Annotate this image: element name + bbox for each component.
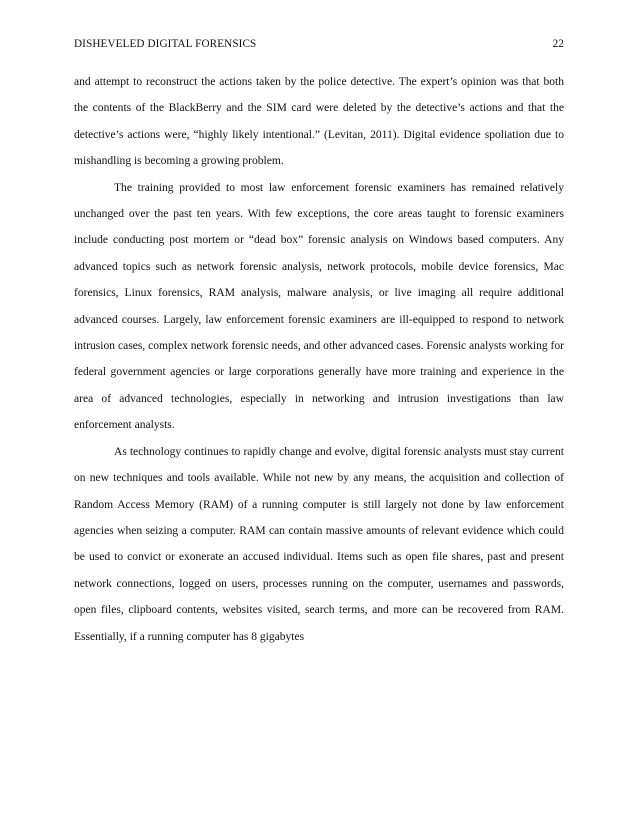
paragraph: As technology continues to rapidly change and evolve, digital forensic analysts must stay current on new techniques and tools available. While not new by any means, the acquisition and collection of Random Access Memory (RAM) of a running computer is still largely not done by law enforcement agencies when seizing a computer. RAM can contain massive amounts of relevant evidence which could be used to convict or exonerate an accused individual. Items such as open file shares, past and present network connections, logged on users, processes running on the computer, usernames and passwords, open files, clipboard contents, websites visited, search terms, and more can be recovered from RAM. Essentially, if a running computer has 8 gigabytes bbox=[74, 445, 564, 643]
page-header bbox=[74, 38, 564, 52]
running-head: DISHEVELED DIGITAL FORENSICS bbox=[74, 38, 257, 50]
paragraph: The training provided to most law enforcement forensic examiners has remained relatively unchanged over the past ten years. With few exceptions, the core areas taught to forensic examiners include conducting post mortem or “dead box” forensic analysis on Windows based computers. Any advanced topics such as network forensic analysis, network protocols, mobile device forensics, Mac forensics, Linux forensics, RAM analysis, malware analysis, or live imaging all require additional advanced courses. Largely, law enforcement forensic examiners are ill-equipped to respond to network intrusion cases, complex network forensic needs, and other advanced cases. Forensic analysts working for federal government agencies or large corporations generally have more training and experience in the area of advanced technologies, especially in networking and intrusion investigations than law enforcement analysts. bbox=[74, 181, 564, 432]
paragraph: and attempt to reconstruct the actions taken by the police detective. The expert’s opinion was that both the contents of the BlackBerry and the SIM card were deleted by the detective’s actions and that the detective’s actions were, “highly likely intentional.” (Levitan, 2011). Digital evidence spoliation due to mishandling is becoming a growing problem. bbox=[74, 76, 564, 168]
body-text bbox=[74, 69, 564, 650]
page-number: 22 bbox=[552, 38, 564, 50]
